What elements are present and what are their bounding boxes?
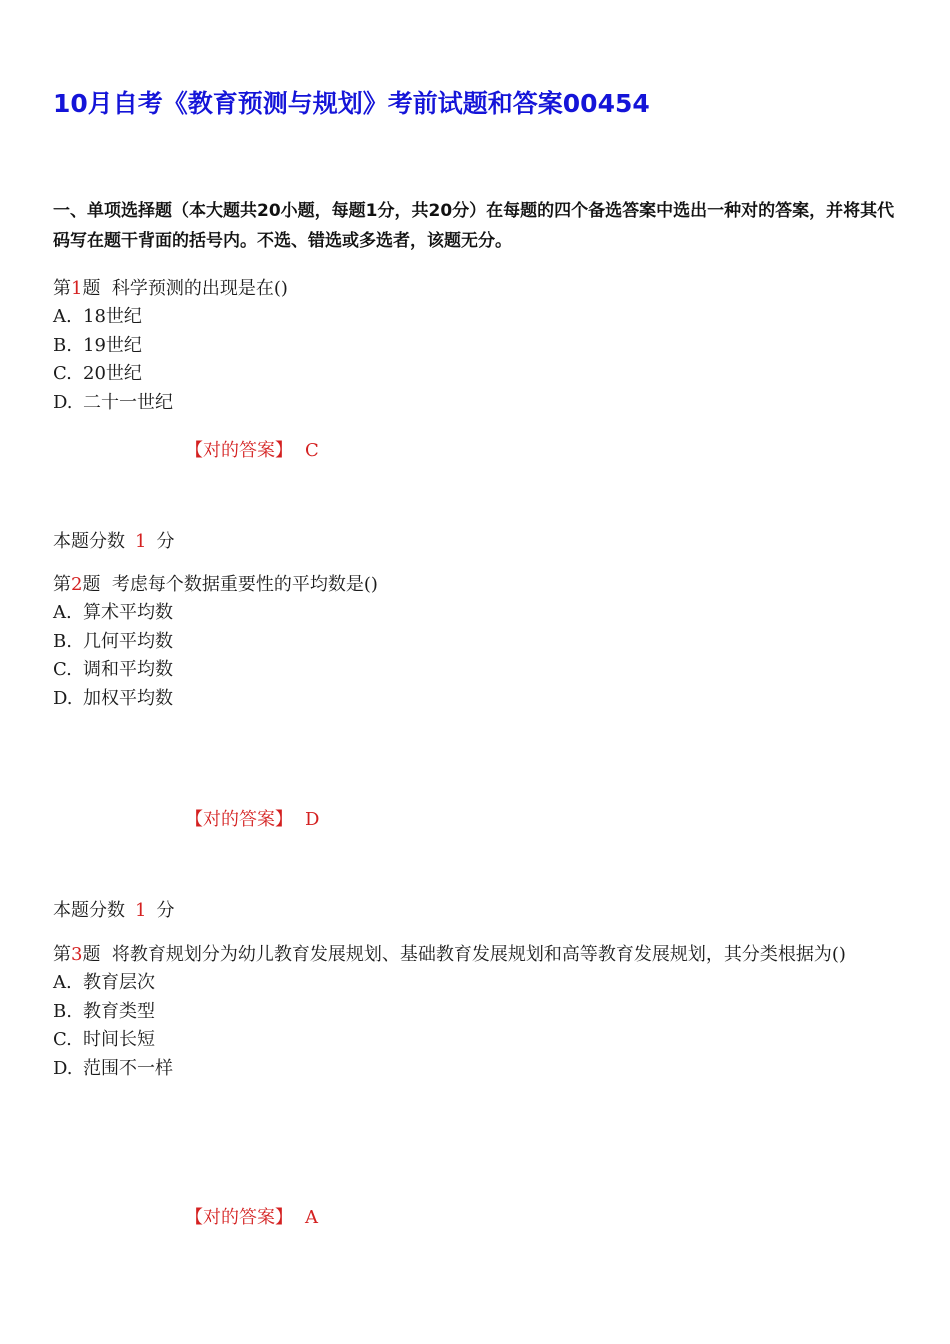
option-d [53, 685, 898, 714]
option-a [53, 969, 898, 998]
answer-line-3 [185, 1203, 318, 1229]
option-text: 教育类型 [83, 1000, 155, 1022]
option-c [53, 360, 898, 389]
question-3 [53, 940, 898, 1083]
option-letter: B. [53, 630, 72, 652]
option-a [53, 303, 898, 332]
option-letter: D. [53, 1057, 73, 1079]
score-prefix: 本题分数 [53, 531, 125, 552]
question-prefix: 第 [53, 574, 71, 595]
document-title: 10月自考《教育预测与规划》考前试题和答案00454 [53, 89, 650, 118]
question-number: 1 [71, 278, 83, 299]
option-text: 范围不一样 [83, 1057, 173, 1079]
answer-label: 【对的答案】 [185, 809, 293, 830]
option-a [53, 599, 898, 628]
option-text: 调和平均数 [83, 659, 173, 680]
option-d [53, 1055, 898, 1084]
score-value: 1 [135, 531, 147, 552]
option-c [53, 1026, 898, 1055]
answer-label: 【对的答案】 [185, 440, 293, 461]
question-number: 2 [71, 574, 83, 595]
answer-value: A [305, 1207, 318, 1228]
score-suffix: 分 [156, 900, 175, 921]
question-prefix: 第 [53, 944, 71, 965]
question-suffix: 题 [82, 574, 101, 595]
question-stem [53, 940, 898, 969]
option-text: 19世纪 [83, 334, 142, 356]
question-stem [53, 570, 898, 599]
score-line-2 [53, 896, 174, 922]
option-letter: C. [53, 363, 72, 384]
option-text: 算术平均数 [83, 602, 173, 623]
option-letter: D. [53, 391, 73, 413]
question-text: 考虑每个数据重要性的平均数是() [111, 574, 378, 595]
option-letter: A. [53, 306, 72, 327]
option-letter: A. [53, 972, 72, 993]
option-letter: B. [53, 334, 72, 356]
answer-label: 【对的答案】 [185, 1207, 293, 1228]
option-b [53, 998, 898, 1027]
option-text: 教育层次 [83, 972, 155, 993]
answer-value: C [305, 440, 319, 461]
question-suffix: 题 [82, 278, 101, 299]
option-letter: C. [53, 1029, 72, 1050]
score-value: 1 [135, 900, 147, 921]
question-suffix: 题 [82, 944, 101, 965]
option-text: 几何平均数 [83, 630, 173, 652]
option-c [53, 656, 898, 685]
question-stem [53, 274, 898, 303]
answer-line-2 [185, 805, 319, 831]
answer-value: D [305, 809, 320, 830]
option-text: 加权平均数 [83, 687, 173, 709]
option-text: 时间长短 [83, 1029, 155, 1050]
option-letter: C. [53, 659, 72, 680]
option-text: 20世纪 [83, 363, 142, 384]
option-d [53, 389, 898, 418]
option-letter: A. [53, 602, 72, 623]
option-letter: B. [53, 1000, 72, 1022]
question-text: 将教育规划分为幼儿教育发展规划、基础教育发展规划和高等教育发展规划，其分类根据为() [111, 944, 846, 965]
option-text: 二十一世纪 [83, 391, 173, 413]
option-b [53, 628, 898, 657]
question-1 [53, 274, 898, 417]
question-text: 科学预测的出现是在() [111, 278, 288, 299]
option-text: 18世纪 [83, 306, 142, 327]
score-line-1 [53, 527, 174, 553]
question-prefix: 第 [53, 278, 71, 299]
option-b [53, 332, 898, 361]
score-suffix: 分 [156, 531, 175, 552]
question-2 [53, 570, 898, 713]
answer-line-1 [185, 436, 319, 462]
question-number: 3 [71, 944, 83, 965]
option-letter: D. [53, 687, 73, 709]
section-instructions: 一、单项选择题（本大题共20小题，每题1分，共20分）在每题的四个备选答案中选出一种对的答案，并将其代码写在题干背面的括号内。不选、错选或多选者，该题无分。 [53, 201, 895, 251]
score-prefix: 本题分数 [53, 900, 125, 921]
